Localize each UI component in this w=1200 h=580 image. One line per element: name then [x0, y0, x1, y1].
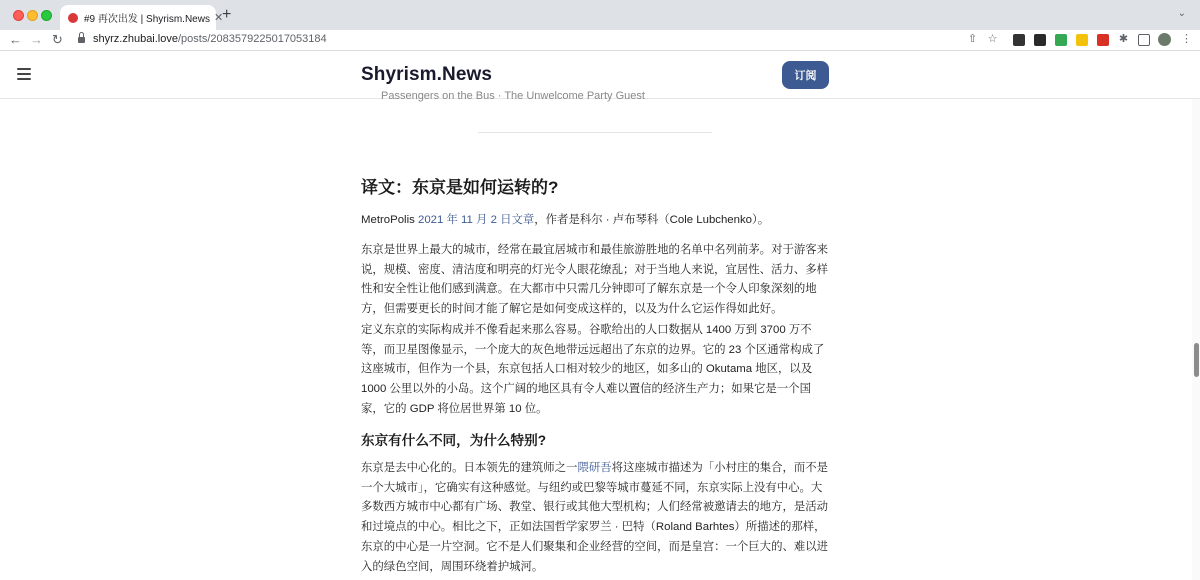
section-divider — [478, 132, 712, 133]
tab-close-icon[interactable]: ✕ — [213, 12, 224, 24]
minimize-window-button[interactable] — [27, 10, 38, 21]
url-host: shyrz.zhubai.love — [93, 33, 178, 45]
back-arrow-icon[interactable]: ← — [9, 32, 22, 47]
paragraph — [361, 459, 831, 577]
extension-notes-icon[interactable] — [1097, 34, 1109, 46]
favicon-icon — [68, 13, 78, 23]
extension-bookmark-icon[interactable] — [1034, 34, 1046, 46]
bookmark-star-icon[interactable]: ☆ — [987, 33, 998, 45]
subscribe-button[interactable]: 订阅 — [782, 61, 829, 89]
new-tab-button[interactable]: + — [222, 6, 232, 23]
kengo-kuma-link[interactable]: 隈研吾 — [577, 462, 612, 474]
extensions-puzzle-icon[interactable]: ✱ — [1118, 33, 1129, 45]
browser-tab-bar — [0, 0, 1200, 30]
section-heading: 东京有什么不同，为什么特别? — [361, 433, 547, 448]
hamburger-menu-icon[interactable] — [17, 68, 31, 80]
browser-menu-icon[interactable]: ⋮ — [1181, 33, 1192, 45]
maximize-window-button[interactable] — [41, 10, 52, 21]
intro-prefix: MetroPolis — [361, 214, 418, 226]
paragraph: 定义东京的实际构成并不像看起来那么容易。谷歌给出的人口数据从 1400 万到 3700 万不等，而卫星图像显示，一个庞大的灰色地带远远超出了东京的边界。它的 23 个区通常构成了这座城市，但作为一个县，东京包括人口相对较少的地区，如多山的 Okutama 地区，以及 1000 公里以外的小岛。这个广阔的地区具有令人难以置信的经济生产力；如果它是一个国家，它的 GDP 将位居世界第 10 位。 — [361, 324, 825, 415]
paragraph-suffix: 将这座城市描述为「小村庄的集合，而不是一个大城市」，它确实有这种感觉。与纽约或巴黎等城市蔓延不同，东京实际上没有中心。大多数西方城市中心都有广场、教堂、银行或其他大型机构；人们经常被邀请去的地方，是活动和过境点的中心。相比之下，正如法国哲学家罗兰 · 巴特（Roland Barhtes）所描述的那样，东京的中心是一片空洞。它不是人们聚集和企业经营的空间，而是皇宫：一个巨大的、难以进入的绿色空间，周围环绕着护城河。 — [361, 462, 829, 573]
reload-icon[interactable]: ↻ — [52, 32, 63, 47]
tab-search-chevron-icon[interactable]: ⌄ — [1177, 8, 1186, 19]
page-scrollbar-track[interactable] — [1192, 99, 1200, 580]
browser-toolbar — [0, 30, 1200, 51]
share-icon[interactable]: ⇧ — [967, 33, 978, 45]
page-scrollbar-thumb[interactable] — [1194, 343, 1199, 377]
tab-title: #9 再次出发 | Shyrism.News — [84, 14, 210, 25]
source-article-link[interactable]: 2021 年 11 月 2 日文章 — [417, 214, 535, 226]
profile-avatar[interactable] — [1158, 33, 1171, 46]
extension-face-icon[interactable] — [1076, 34, 1088, 46]
paragraph-prefix: 东京是去中心化的。日本领先的建筑师之一 — [361, 462, 578, 474]
lock-icon[interactable] — [78, 35, 85, 43]
browser-tab-active[interactable] — [60, 5, 224, 30]
extension-cloud-icon[interactable] — [1013, 34, 1025, 46]
paragraph: 东京是世界上最大的城市，经常在最宜居城市和最佳旅游胜地的名单中名列前茅。对于游客来说，规模、密度、清洁度和明亮的灯光令人眼花缭乱；对于当地人来说，宜居性、活力、多样性和安全性让他们感到满意。在大都市中只需几分钟即可了解东京是一个令人印象深刻的地方，但需要更长的时间才能了解它是如何变成这样的，以及为什么它运作得如此好。 — [361, 244, 829, 316]
url-path: /posts/2083579225017053184 — [178, 33, 327, 45]
intro-paragraph — [361, 211, 831, 231]
close-window-button[interactable] — [13, 10, 24, 21]
extension-image-icon[interactable] — [1055, 34, 1067, 46]
intro-suffix: ，作者是科尔 · 卢布琴科（Cole Lubchenko）。 — [534, 214, 770, 226]
forward-arrow-icon[interactable]: → — [30, 32, 43, 47]
previous-links-text[interactable]: Passengers on the Bus · The Unwelcome Party Guest — [381, 90, 645, 102]
side-panel-icon[interactable] — [1138, 34, 1150, 46]
article-title: 译文：东京是如何运转的? — [361, 178, 559, 197]
address-bar[interactable] — [93, 33, 327, 45]
site-logo[interactable]: Shyrism.News — [361, 64, 493, 85]
